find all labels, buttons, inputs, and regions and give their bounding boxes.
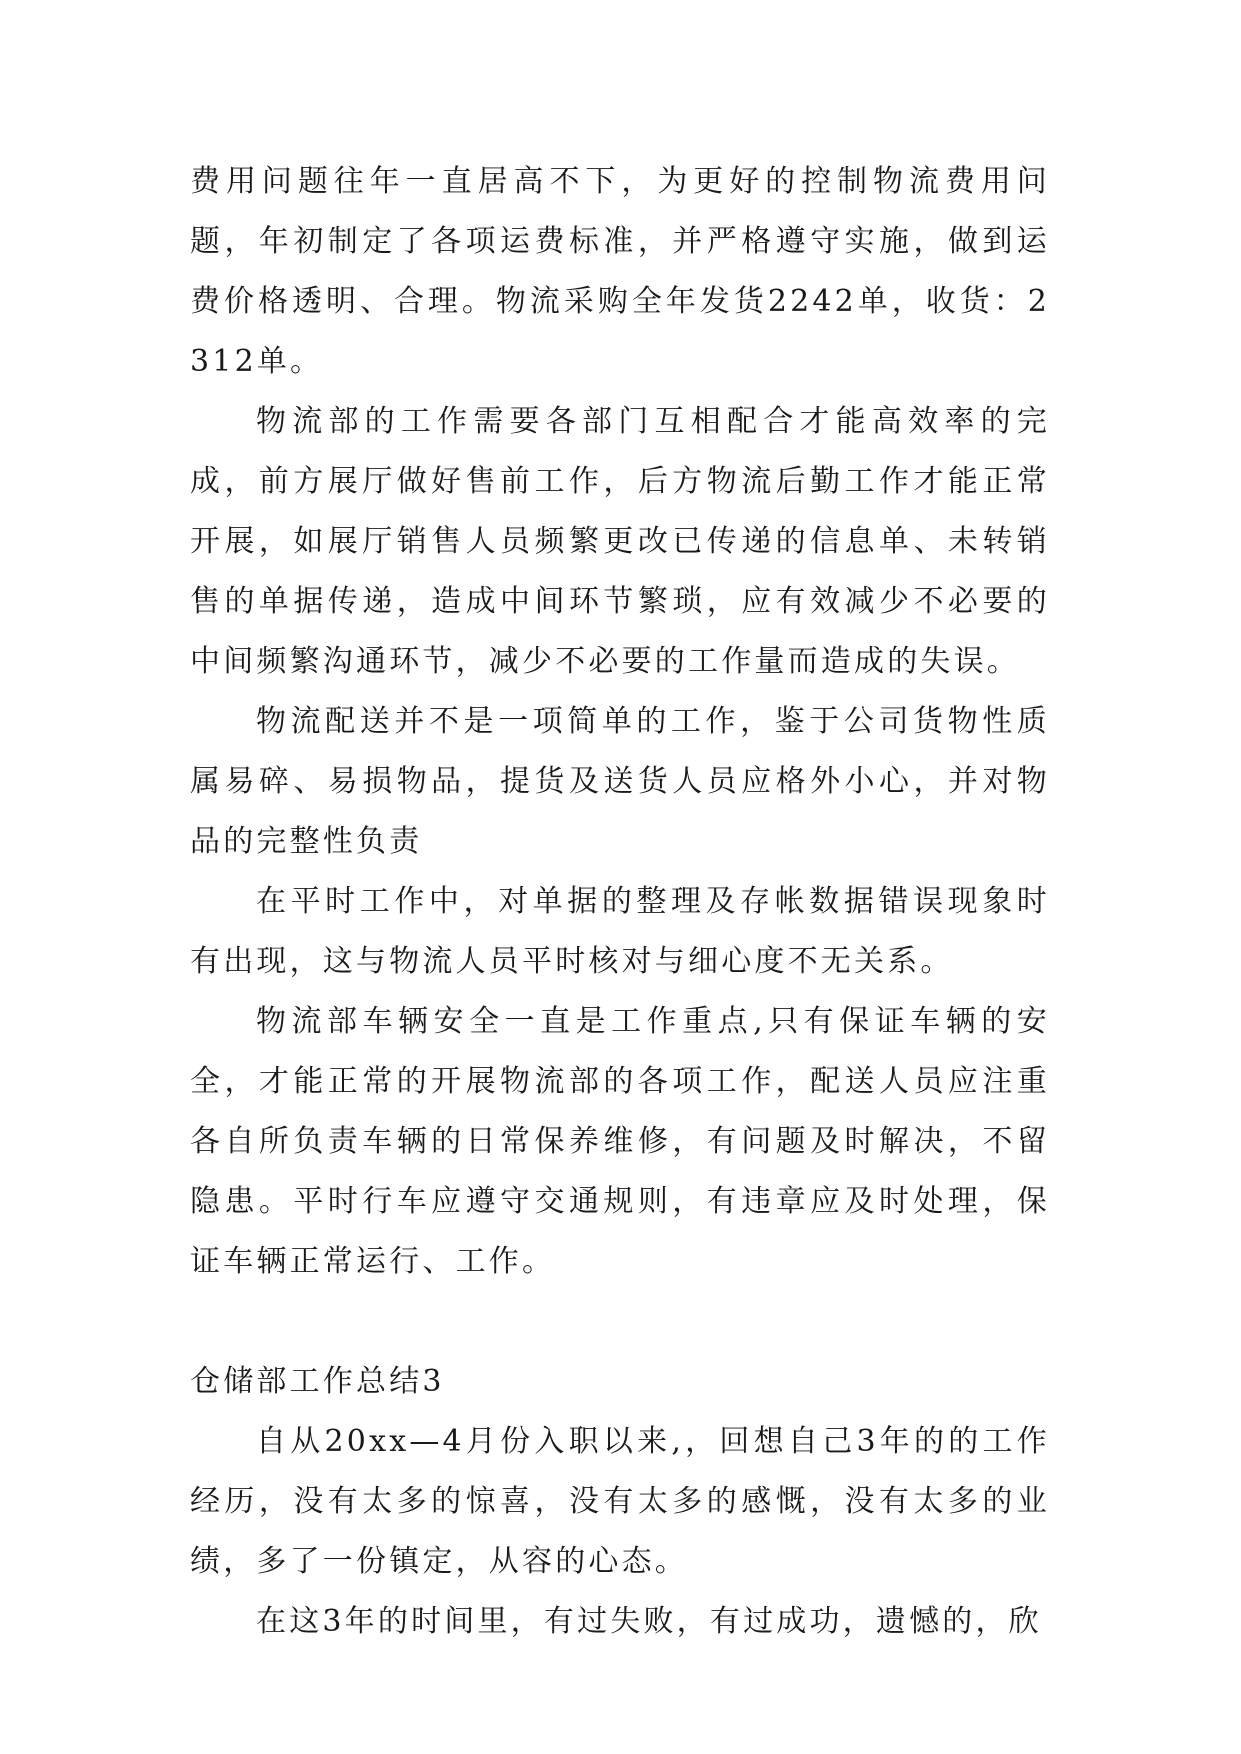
paragraph: 物流配送并不是一项简单的工作，鉴于公司货物性质属易碎、易损物品，提货及送货人员应格外小心，并对物品的完整性负责 [190, 704, 1050, 859]
document-body [190, 152, 1050, 1652]
paragraph: 在这3年的时间里，有过失败，有过成功，遗憾的，欣 [256, 1604, 1042, 1639]
section-heading: 仓储部工作总结3 [190, 1364, 445, 1399]
paragraph: 物流部的工作需要各部门互相配合才能高效率的完成，前方展厅做好售前工作，后方物流后勤工作才能正常开展，如展厅销售人员频繁更改已传递的信息单、未转销售的单据传递，造成中间环节繁琐，应有效减少不必要的中间频繁沟通环节，减少不必要的工作量而造成的失误。 [190, 404, 1050, 679]
paragraph: 在平时工作中，对单据的整理及存帐数据错误现象时有出现，这与物流人员平时核对与细心度不无关系。 [190, 884, 1050, 979]
paragraph: 物流部车辆安全一直是工作重点,只有保证车辆的安全，才能正常的开展物流部的各项工作，配送人员应注重各自所负责车辆的日常保养维修，有问题及时解决，不留隐患。平时行车应遵守交通规则，有违章应及时处理，保证车辆正常运行、工作。 [190, 1004, 1050, 1279]
paragraph: 费用问题往年一直居高不下，为更好的控制物流费用问题，年初制定了各项运费标准，并严格遵守实施，做到运费价格透明、合理。物流采购全年发货2242单，收货：2312单。 [190, 164, 1050, 379]
paragraph: 自从20xx—4月份入职以来,，回想自己3年的的工作经历，没有太多的惊喜，没有太多的感慨，没有太多的业绩，多了一份镇定，从容的心态。 [190, 1424, 1050, 1579]
